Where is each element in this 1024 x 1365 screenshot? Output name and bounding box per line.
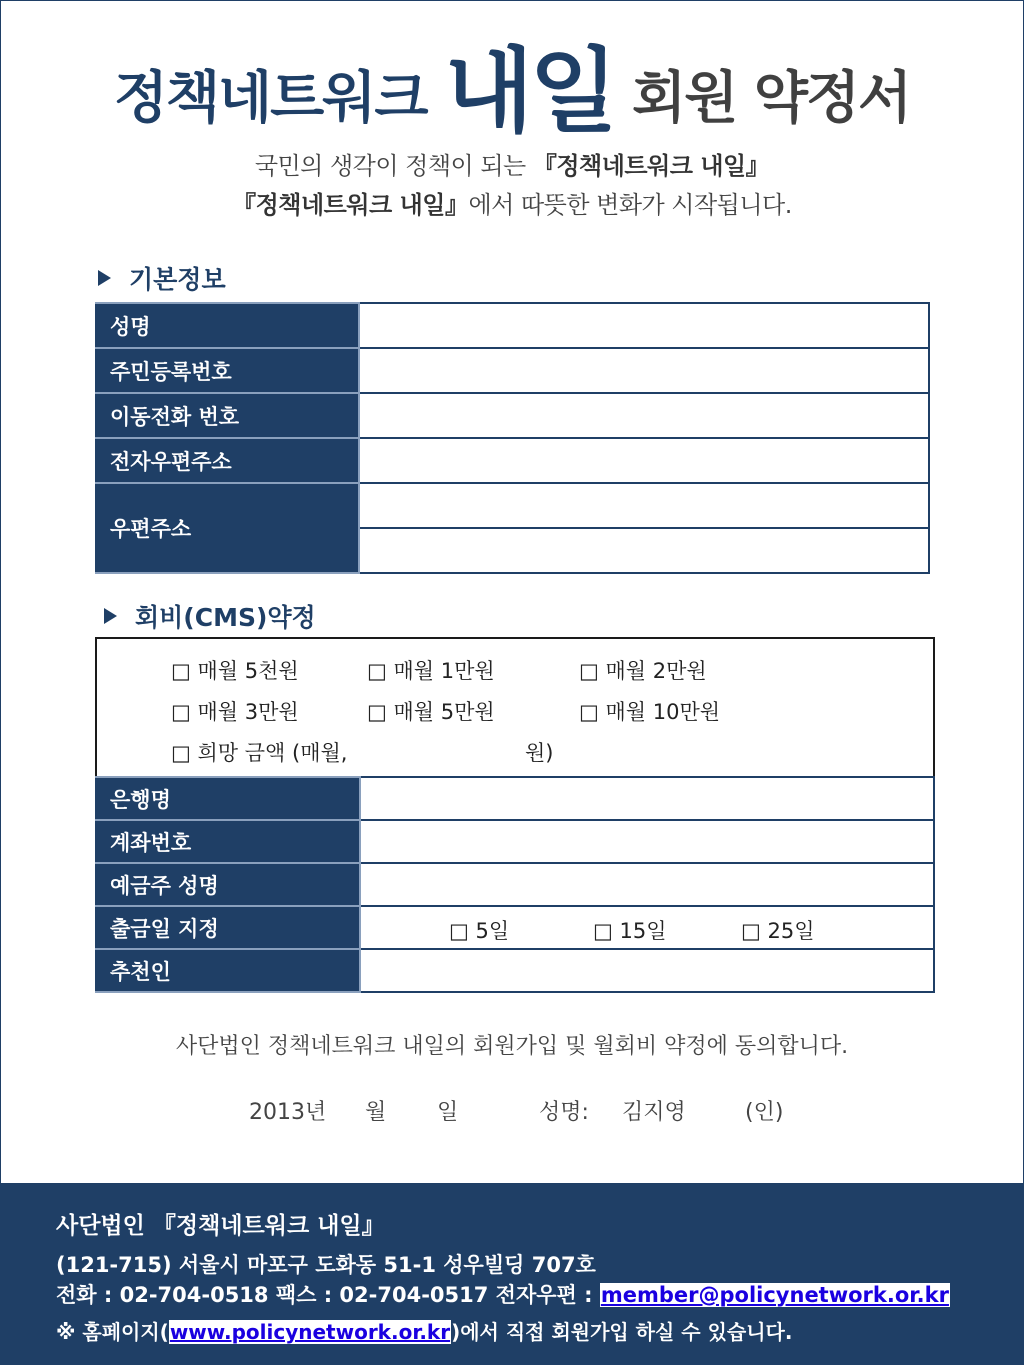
name-field[interactable] bbox=[359, 303, 929, 348]
holder-field[interactable] bbox=[360, 863, 934, 906]
table-row bbox=[96, 820, 934, 863]
withdrawal-day-options bbox=[360, 906, 934, 949]
table-row bbox=[96, 303, 929, 348]
referrer-label: 추천인 bbox=[96, 949, 360, 992]
option-50000-checkbox[interactable]: □ 매월 5만원 bbox=[367, 700, 495, 724]
table-row bbox=[96, 777, 934, 820]
day-15-checkbox[interactable]: □ 15일 bbox=[593, 919, 667, 943]
sign-name: 김지영 bbox=[622, 1100, 686, 1125]
holder-label: 예금주 성명 bbox=[96, 863, 360, 906]
title-doc: 회원 약정서 bbox=[632, 66, 911, 131]
withdrawal-day-label: 출금일 지정 bbox=[96, 906, 360, 949]
cms-table bbox=[95, 776, 935, 993]
email-link[interactable]: member@policynetwork.or.kr bbox=[600, 1283, 949, 1307]
title-brand: 내일 bbox=[444, 38, 615, 145]
footer bbox=[0, 1183, 1024, 1365]
triangle-bullet-icon bbox=[98, 270, 111, 286]
account-label: 계좌번호 bbox=[96, 820, 360, 863]
subtitle-line-2: 『정책네트워크 내일』에서 따뜻한 변화가 시작됩니다. bbox=[232, 191, 792, 219]
bank-field[interactable] bbox=[360, 777, 934, 820]
email-field[interactable] bbox=[359, 438, 929, 483]
basic-info-heading: 기본정보 bbox=[98, 260, 226, 296]
address-field-1[interactable] bbox=[359, 483, 929, 528]
footer-note: ※ 홈페이지(www.policynetwork.or.kr)에서 직접 회원가입 하실 수 있습니다. bbox=[56, 1320, 793, 1344]
seal-mark: (인) bbox=[745, 1100, 784, 1125]
subtitle-line-1: 국민의 생각이 정책이 되는 『정책네트워크 내일』 bbox=[254, 152, 770, 180]
day-5-checkbox[interactable]: □ 5일 bbox=[449, 919, 510, 943]
agreement-text: 사단법인 정책네트워크 내일의 회원가입 및 월회비 약정에 동의합니다. bbox=[175, 1034, 849, 1059]
basic-info-table bbox=[95, 302, 930, 574]
name-label: 성명 bbox=[96, 303, 359, 348]
triangle-bullet-icon bbox=[104, 608, 117, 624]
table-row bbox=[96, 483, 929, 528]
table-row bbox=[96, 438, 929, 483]
title-org: 정책네트워크 bbox=[113, 66, 427, 131]
referrer-field[interactable] bbox=[360, 949, 934, 992]
cms-heading: 회비(CMS)약정 bbox=[104, 598, 316, 634]
table-row bbox=[96, 906, 934, 949]
email-label: 전자우편주소 bbox=[96, 438, 359, 483]
option-20000-checkbox[interactable]: □ 매월 2만원 bbox=[579, 659, 707, 683]
address-field-2[interactable] bbox=[359, 528, 929, 573]
account-field[interactable] bbox=[360, 820, 934, 863]
table-row bbox=[96, 348, 929, 393]
bank-label: 은행명 bbox=[96, 777, 360, 820]
amount-options-box bbox=[95, 637, 935, 776]
sign-name-label: 성명: bbox=[539, 1100, 589, 1125]
mobile-label: 이동전화 번호 bbox=[96, 393, 359, 438]
resident-number-label: 주민등록번호 bbox=[96, 348, 359, 393]
footer-address: (121-715) 서울시 마포구 도화동 51-1 성우빌딩 707호 bbox=[56, 1253, 596, 1277]
page-title bbox=[0, 18, 1024, 145]
option-custom-checkbox[interactable]: □ 희망 금액 (매월, bbox=[171, 741, 348, 765]
custom-amount-unit: 원) bbox=[525, 741, 554, 765]
mobile-field[interactable] bbox=[359, 393, 929, 438]
footer-org: 사단법인 『정책네트워크 내일』 bbox=[56, 1213, 385, 1239]
sign-month: 월 bbox=[365, 1100, 387, 1125]
homepage-link[interactable]: www.policynetwork.or.kr bbox=[169, 1320, 451, 1344]
table-row bbox=[96, 863, 934, 906]
address-label: 우편주소 bbox=[96, 483, 359, 573]
option-100000-checkbox[interactable]: □ 매월 10만원 bbox=[579, 700, 721, 724]
footer-contact: 전화 : 02-704-0518 팩스 : 02-704-0517 전자우편 : member@policynetwork.or.kr bbox=[56, 1283, 949, 1307]
option-5000-checkbox[interactable]: □ 매월 5천원 bbox=[171, 659, 299, 683]
table-row bbox=[96, 949, 934, 992]
table-row bbox=[96, 393, 929, 438]
option-10000-checkbox[interactable]: □ 매월 1만원 bbox=[367, 659, 495, 683]
sign-year: 2013년 bbox=[249, 1100, 327, 1125]
day-25-checkbox[interactable]: □ 25일 bbox=[741, 919, 815, 943]
sign-day: 일 bbox=[437, 1100, 459, 1125]
resident-number-field[interactable] bbox=[359, 348, 929, 393]
option-30000-checkbox[interactable]: □ 매월 3만원 bbox=[171, 700, 299, 724]
